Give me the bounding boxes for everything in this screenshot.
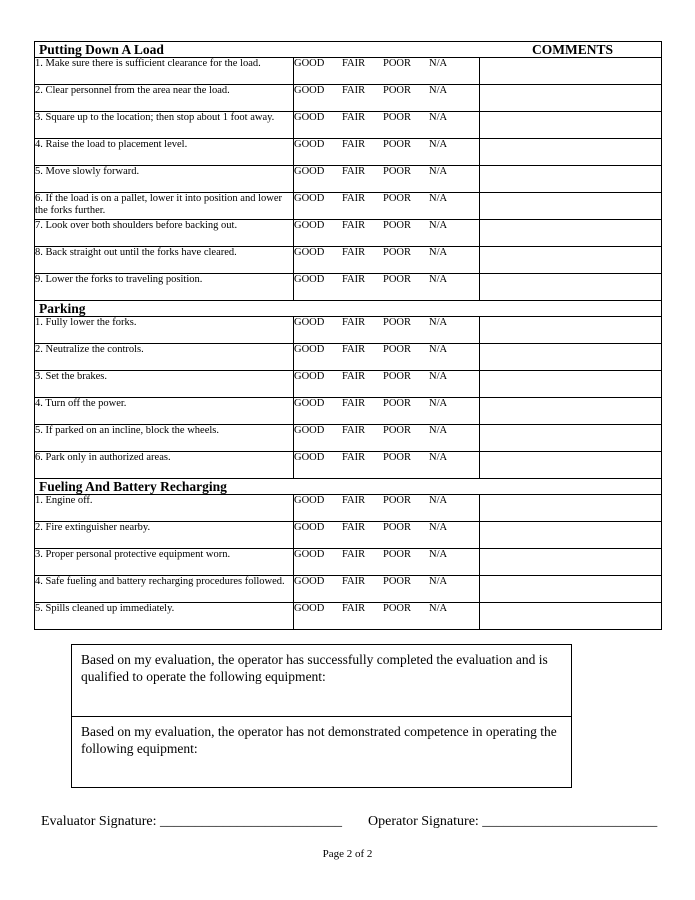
rating-na-option[interactable]: N/A (429, 166, 448, 177)
rating-fair-option[interactable]: FAIR (342, 220, 366, 231)
comment-field[interactable] (480, 522, 662, 549)
rating-poor-option[interactable]: POOR (383, 495, 412, 506)
rating-good-option[interactable]: GOOD (294, 317, 325, 328)
rating-options (294, 371, 480, 398)
rating-options (294, 58, 480, 85)
rating-fair-option[interactable]: FAIR (342, 317, 366, 328)
rating-good-option[interactable]: GOOD (294, 166, 325, 177)
rating-poor-option[interactable]: POOR (383, 317, 412, 328)
rating-na-option[interactable]: N/A (429, 274, 448, 285)
comment-field[interactable] (480, 452, 662, 479)
checklist-item-text: 3. Square up to the location; then stop about 1 foot away. (35, 112, 294, 139)
checklist-item-text: 5. Move slowly forward. (35, 166, 294, 193)
rating-good-option[interactable]: GOOD (294, 549, 325, 560)
rating-options (294, 522, 480, 549)
rating-poor-option[interactable]: POOR (383, 112, 412, 123)
rating-options (294, 193, 480, 220)
rating-good-option[interactable]: GOOD (294, 85, 325, 96)
rating-poor-option[interactable]: POOR (383, 220, 412, 231)
rating-options (294, 166, 480, 193)
section-header-cell (35, 301, 662, 317)
comment-field[interactable] (480, 112, 662, 139)
rating-good-option[interactable]: GOOD (294, 193, 325, 204)
rating-good-option[interactable]: GOOD (294, 274, 325, 285)
rating-options (294, 317, 480, 344)
rating-na-option[interactable]: N/A (429, 344, 448, 355)
rating-fair-option[interactable]: FAIR (342, 371, 366, 382)
rating-poor-option[interactable]: POOR (383, 139, 412, 150)
checklist-item-row (35, 317, 662, 344)
checklist-item-text: 3. Proper personal protective equipment worn. (35, 549, 294, 576)
rating-options (294, 220, 480, 247)
rating-fair-option[interactable]: FAIR (342, 112, 366, 123)
checklist-item-row (35, 603, 662, 630)
rating-fair-option[interactable]: FAIR (342, 85, 366, 96)
section-header-row (35, 479, 662, 495)
comment-field[interactable] (480, 247, 662, 274)
rating-fair-option[interactable]: FAIR (342, 58, 366, 69)
checklist-item-row (35, 274, 662, 301)
rating-na-option[interactable]: N/A (429, 247, 448, 258)
rating-fair-option[interactable]: FAIR (342, 576, 366, 587)
rating-fair-option[interactable]: FAIR (342, 193, 366, 204)
rating-fair-option[interactable]: FAIR (342, 452, 366, 463)
rating-good-option[interactable]: GOOD (294, 522, 325, 533)
comment-field[interactable] (480, 576, 662, 603)
comment-field[interactable] (480, 371, 662, 398)
rating-good-option[interactable]: GOOD (294, 58, 325, 69)
rating-good-option[interactable]: GOOD (294, 398, 325, 409)
comment-field[interactable] (480, 85, 662, 112)
rating-na-option[interactable]: N/A (429, 112, 448, 123)
rating-poor-option[interactable]: POOR (383, 166, 412, 177)
section-title: Putting Down A Load (39, 42, 164, 57)
evaluation-not-passed-text: Based on my evaluation, the operator has not demonstrated competence in operating the following equipment: (81, 724, 557, 756)
rating-fair-option[interactable]: FAIR (342, 274, 366, 285)
rating-good-option[interactable]: GOOD (294, 139, 325, 150)
comment-field[interactable] (480, 274, 662, 301)
rating-poor-option[interactable]: POOR (383, 603, 412, 614)
rating-options (294, 112, 480, 139)
checklist-item-text: 5. If parked on an incline, block the wheels. (35, 425, 294, 452)
section-title: Fueling And Battery Recharging (39, 479, 227, 494)
checklist-item-text: 2. Fire extinguisher nearby. (35, 522, 294, 549)
rating-good-option[interactable]: GOOD (294, 371, 325, 382)
section-title: Parking (39, 301, 86, 316)
checklist-item-row (35, 139, 662, 166)
rating-fair-option[interactable]: FAIR (342, 495, 366, 506)
rating-na-option[interactable]: N/A (429, 220, 448, 231)
rating-poor-option[interactable]: POOR (383, 452, 412, 463)
rating-good-option[interactable]: GOOD (294, 576, 325, 587)
checklist-item-row (35, 58, 662, 85)
rating-na-option[interactable]: N/A (429, 193, 448, 204)
rating-good-option[interactable]: GOOD (294, 452, 325, 463)
rating-poor-option[interactable]: POOR (383, 193, 412, 204)
checklist-item-text: 8. Back straight out until the forks have cleared. (35, 247, 294, 274)
checklist-item-row (35, 371, 662, 398)
rating-na-option[interactable]: N/A (429, 317, 448, 328)
page-number: Page 2 of 2 (322, 848, 373, 860)
checklist-item-row (35, 425, 662, 452)
rating-fair-option[interactable]: FAIR (342, 247, 366, 258)
comment-field[interactable] (480, 549, 662, 576)
rating-fair-option[interactable]: FAIR (342, 166, 366, 177)
rating-poor-option[interactable]: POOR (383, 274, 412, 285)
section-header-row (35, 42, 662, 58)
rating-na-option[interactable]: N/A (429, 452, 448, 463)
section-header-cell (35, 42, 662, 58)
rating-good-option[interactable]: GOOD (294, 603, 325, 614)
checklist-item-row (35, 85, 662, 112)
rating-na-option[interactable]: N/A (429, 371, 448, 382)
rating-good-option[interactable]: GOOD (294, 495, 325, 506)
comment-field[interactable] (480, 344, 662, 371)
rating-options (294, 398, 480, 425)
checklist-item-text: 2. Neutralize the controls. (35, 344, 294, 371)
rating-poor-option[interactable]: POOR (383, 247, 412, 258)
comment-field[interactable] (480, 166, 662, 193)
rating-fair-option[interactable]: FAIR (342, 549, 366, 560)
rating-fair-option[interactable]: FAIR (342, 603, 366, 614)
checklist-item-text: 4. Raise the load to placement level. (35, 139, 294, 166)
checklist-item-row (35, 452, 662, 479)
comment-field[interactable] (480, 495, 662, 522)
rating-na-option[interactable]: N/A (429, 85, 448, 96)
rating-na-option[interactable]: N/A (429, 495, 448, 506)
checklist-item-text: 2. Clear personnel from the area near the load. (35, 85, 294, 112)
rating-fair-option[interactable]: FAIR (342, 344, 366, 355)
rating-poor-option[interactable]: POOR (383, 344, 412, 355)
operator-signature-line[interactable]: Operator Signature: _________________________ (368, 814, 658, 829)
checklist-item-text: 6. If the load is on a pallet, lower it into position and lower the forks further. (35, 193, 294, 220)
evaluation-checklist-table (34, 41, 662, 630)
rating-na-option[interactable]: N/A (429, 549, 448, 560)
comment-field[interactable] (480, 139, 662, 166)
checklist-item-row (35, 576, 662, 603)
rating-good-option[interactable]: GOOD (294, 425, 325, 436)
rating-na-option[interactable]: N/A (429, 576, 448, 587)
evaluation-passed-box (71, 644, 572, 716)
checklist-item-text: 7. Look over both shoulders before backing out. (35, 220, 294, 247)
rating-poor-option[interactable]: POOR (383, 549, 412, 560)
evaluation-not-passed-box (71, 716, 572, 788)
rating-na-option[interactable]: N/A (429, 522, 448, 533)
rating-good-option[interactable]: GOOD (294, 220, 325, 231)
rating-na-option[interactable]: N/A (429, 58, 448, 69)
rating-fair-option[interactable]: FAIR (342, 398, 366, 409)
comment-field[interactable] (480, 317, 662, 344)
rating-fair-option[interactable]: FAIR (342, 425, 366, 436)
checklist-item-row (35, 398, 662, 425)
checklist-item-text: 4. Safe fueling and battery recharging procedures followed. (35, 576, 294, 603)
rating-fair-option[interactable]: FAIR (342, 139, 366, 150)
rating-options (294, 344, 480, 371)
checklist-item-text: 5. Spills cleaned up immediately. (35, 603, 294, 630)
rating-good-option[interactable]: GOOD (294, 112, 325, 123)
rating-na-option[interactable]: N/A (429, 398, 448, 409)
checklist-item-text: 4. Turn off the power. (35, 398, 294, 425)
checklist-item-text: 1. Engine off. (35, 495, 294, 522)
rating-options (294, 139, 480, 166)
comment-field[interactable] (480, 193, 662, 220)
rating-options (294, 495, 480, 522)
evaluation-passed-text: Based on my evaluation, the operator has successfully completed the evaluation and is qualified to operate the following equipment: (81, 652, 548, 684)
rating-options (294, 576, 480, 603)
checklist-item-row (35, 112, 662, 139)
section-header-row (35, 301, 662, 317)
rating-fair-option[interactable]: FAIR (342, 522, 366, 533)
rating-poor-option[interactable]: POOR (383, 398, 412, 409)
rating-options (294, 247, 480, 274)
rating-poor-option[interactable]: POOR (383, 576, 412, 587)
checklist-item-row (35, 193, 662, 220)
checklist-item-row (35, 220, 662, 247)
checklist-item-row (35, 549, 662, 576)
comments-header: COMMENTS (532, 42, 614, 57)
checklist-item-row (35, 344, 662, 371)
section-header-cell (35, 479, 662, 495)
checklist-item-row (35, 166, 662, 193)
checklist-item-text: 3. Set the brakes. (35, 371, 294, 398)
rating-na-option[interactable]: N/A (429, 425, 448, 436)
rating-options (294, 85, 480, 112)
checklist-item-text: 1. Fully lower the forks. (35, 317, 294, 344)
rating-options (294, 603, 480, 630)
checklist-item-row (35, 495, 662, 522)
rating-poor-option[interactable]: POOR (383, 425, 412, 436)
checklist-item-text: 1. Make sure there is sufficient clearance for the load. (35, 58, 294, 85)
rating-good-option[interactable]: GOOD (294, 247, 325, 258)
comment-field[interactable] (480, 425, 662, 452)
checklist-item-row (35, 522, 662, 549)
rating-poor-option[interactable]: POOR (383, 58, 412, 69)
rating-options (294, 452, 480, 479)
rating-na-option[interactable]: N/A (429, 603, 448, 614)
comment-field[interactable] (480, 220, 662, 247)
comment-field[interactable] (480, 398, 662, 425)
rating-good-option[interactable]: GOOD (294, 344, 325, 355)
rating-na-option[interactable]: N/A (429, 139, 448, 150)
comment-field[interactable] (480, 603, 662, 630)
checklist-item-text: 9. Lower the forks to traveling position. (35, 274, 294, 301)
evaluator-signature-line[interactable]: Evaluator Signature: __________________________ (41, 814, 342, 829)
rating-poor-option[interactable]: POOR (383, 85, 412, 96)
rating-poor-option[interactable]: POOR (383, 371, 412, 382)
rating-options (294, 425, 480, 452)
rating-options (294, 549, 480, 576)
checklist-item-text: 6. Park only in authorized areas. (35, 452, 294, 479)
comment-field[interactable] (480, 58, 662, 85)
rating-poor-option[interactable]: POOR (383, 522, 412, 533)
rating-options (294, 274, 480, 301)
checklist-item-row (35, 247, 662, 274)
